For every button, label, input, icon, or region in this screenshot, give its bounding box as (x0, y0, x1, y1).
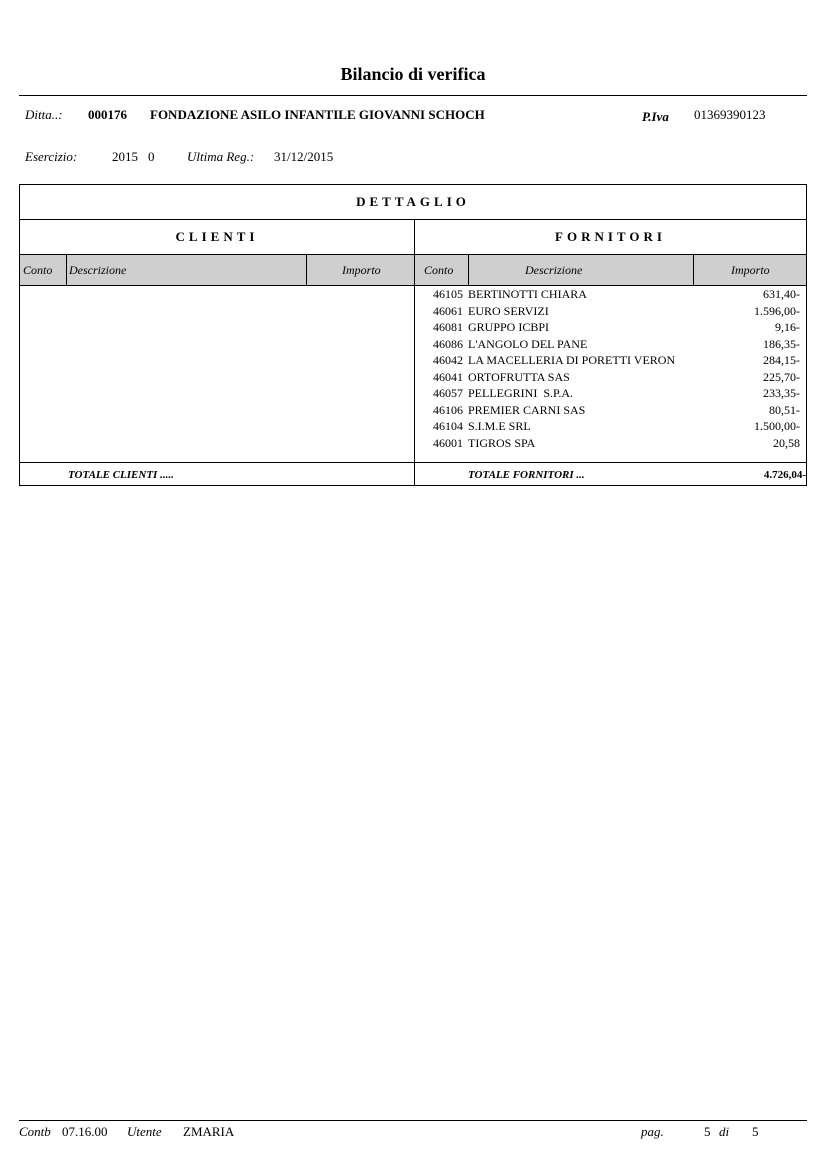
detail-table (19, 184, 807, 486)
ditta-label: Ditta..: (25, 107, 63, 122)
page-total: 5 (752, 1124, 759, 1139)
totals-divider (20, 462, 806, 463)
clienti-conto-header: Conto (23, 263, 53, 277)
totale-fornitori-value: 4.726,04- (763, 469, 806, 481)
table-row: 46086 L'ANGOLO DEL PANE 186,35- (433, 336, 800, 351)
table-row: 46104 S.I.M.E SRL 1.500,00- (433, 419, 800, 433)
di-label: di (719, 1124, 730, 1139)
table-row: 46081 GRUPPO ICBPI 9,16- (433, 320, 800, 334)
contb-label: Contb (19, 1124, 51, 1139)
esercizio-label: Esercizio: (25, 149, 78, 164)
pag-label: pag. (641, 1124, 664, 1139)
totale-fornitori-label: TOTALE FORNITORI ... (468, 469, 585, 481)
esercizio-year: 2015 (112, 149, 138, 164)
clienti-column-header (20, 255, 414, 286)
table-row: 46105 BERTINOTTI CHIARA 631,40- (433, 287, 800, 301)
clienti-title: CLIENTI (175, 229, 259, 244)
fornitori-title: FORNITORI (555, 229, 666, 244)
fornitori-importo-header: Importo (731, 263, 770, 277)
table-row: 46061 EURO SERVIZI 1.596,00- (433, 303, 800, 318)
fornitori-column-header (415, 255, 806, 286)
utente-label: Utente (127, 1124, 162, 1139)
clienti-descrizione-header: Descrizione (69, 263, 127, 277)
clienti-importo-header: Importo (342, 263, 381, 277)
header-divider (19, 95, 807, 96)
company-name: FONDAZIONE ASILO INFANTILE GIOVANNI SCHOCH (150, 107, 485, 122)
utente-value: ZMARIA (183, 1124, 235, 1139)
table-row: 46042 LA MACELLERIA DI PORETTI VERON 284,15- (433, 353, 800, 367)
dettaglio-title: DETTAGLIO (20, 185, 806, 220)
ultima-reg-label: Ultima Reg.: (187, 149, 255, 164)
table-row: 46041 ORTOFRUTTA SAS 225,70- (433, 369, 800, 384)
table-row: 46001 TIGROS SPA 20,58 (433, 435, 800, 450)
fornitori-descrizione-header: Descrizione (525, 263, 583, 277)
table-row: 46106 PREMIER CARNI SAS 80,51- (433, 402, 800, 417)
piva-label: P.Iva (642, 109, 669, 124)
piva-value: 01369390123 (694, 107, 766, 122)
ultima-reg-value: 31/12/2015 (274, 149, 334, 164)
table-row: 46057 PELLEGRINI S.P.A. 233,35- (433, 386, 800, 400)
page-title: Bilancio di verifica (340, 64, 486, 84)
footer-divider (19, 1120, 807, 1121)
ditta-code: 000176 (88, 107, 127, 122)
page-number: 5 (704, 1124, 711, 1139)
fornitori-conto-header: Conto (424, 263, 454, 277)
esercizio-num: 0 (148, 149, 155, 164)
totale-clienti-label: TOTALE CLIENTI ..... (68, 469, 174, 481)
version: 07.16.00 (62, 1124, 108, 1139)
